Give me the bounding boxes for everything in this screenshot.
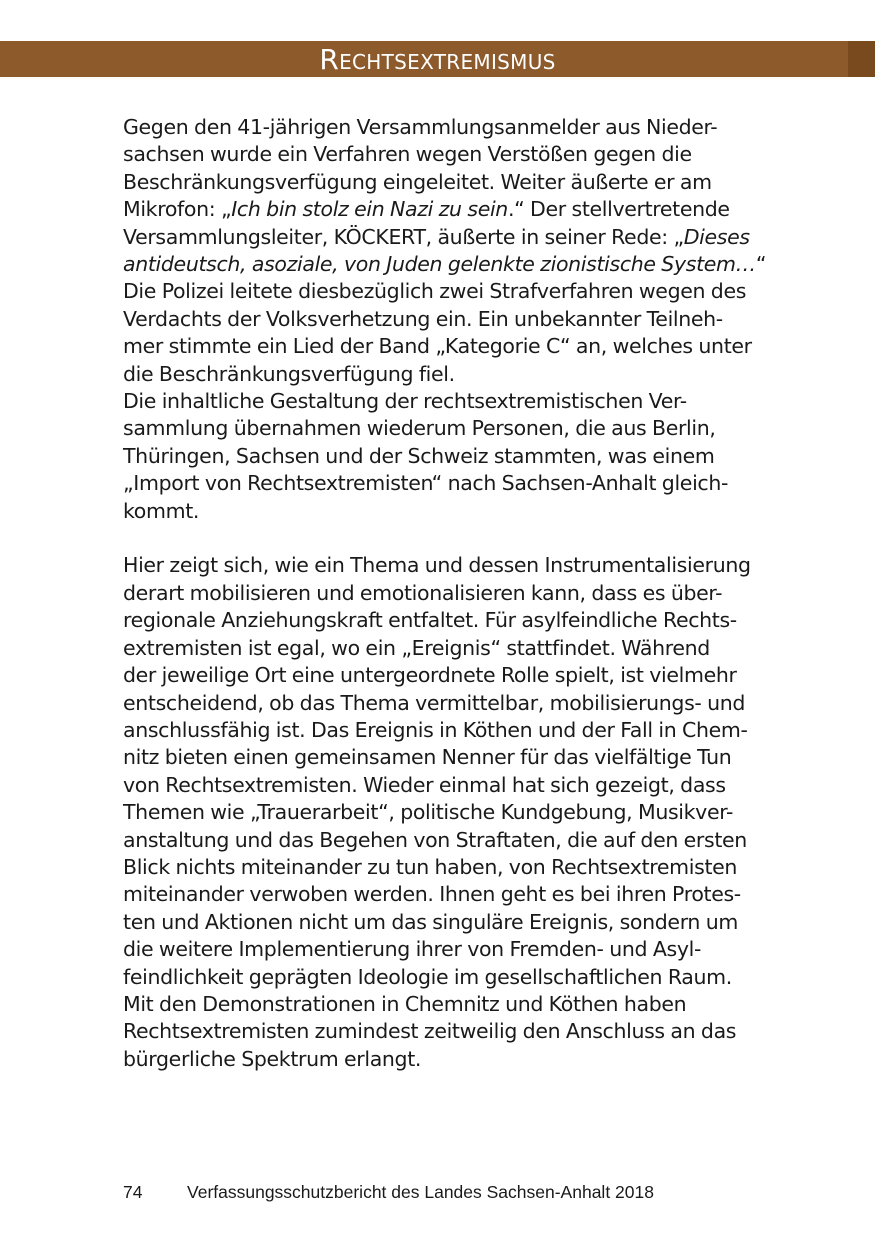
- body-text: entscheidend, ob das Thema vermittelbar, mobilisierungs- und: [123, 690, 746, 715]
- text-line: [123, 141, 763, 168]
- body-text: anschlussfähig ist. Das Ereignis in Köthen und der Fall in Chem-: [123, 717, 748, 742]
- body-text: mer stimmte ein Lied der Band „Kategorie C“ an, welches unter: [123, 334, 752, 359]
- text-line: [123, 827, 763, 854]
- body-text: derart mobilisieren und emotionalisieren kann, dass es über-: [123, 580, 723, 605]
- chapter-title: Rechtsextremismus: [319, 43, 556, 76]
- text-line: [123, 799, 763, 826]
- text-line: [123, 991, 763, 1018]
- text-line: [123, 690, 763, 717]
- text-line: [123, 744, 763, 771]
- body-text: ten und Aktionen nicht um das singuläre Ereignis, sondern um: [123, 909, 738, 934]
- text-line: [123, 607, 763, 634]
- body-text: miteinander verwoben werden. Ihnen geht es bei ihren Protes-: [123, 882, 741, 907]
- text-line: [123, 936, 763, 963]
- body-text: Thüringen, Sachsen und der Schweiz stammten, was einem: [123, 443, 715, 468]
- body-text: von Rechtsextremisten. Wieder einmal hat sich gezeigt, dass: [123, 772, 726, 797]
- body-text: feindlichkeit geprägten Ideologie im gesellschaftlichen Raum.: [123, 964, 732, 989]
- body-text: die Beschränkungsverfügung fiel.: [123, 361, 455, 386]
- body-text: Gegen den 41-jährigen Versammlungsanmelder aus Nieder-: [123, 115, 718, 139]
- body-text: „Import von Rechtsextremisten“ nach Sachsen-Anhalt gleich-: [123, 471, 729, 496]
- body-text: Verdachts der Volksverhetzung ein. Ein unbekannter Teilneh-: [123, 306, 723, 331]
- text-line: [123, 443, 763, 470]
- quote-text: Ich bin stolz ein Nazi zu sein: [231, 197, 508, 222]
- text-line: [123, 854, 763, 881]
- text-line: [123, 361, 763, 388]
- body-text: .“ Der stellvertretende: [507, 197, 730, 222]
- body-text: sachsen wurde ein Verfahren wegen Verstößen gegen die: [123, 142, 692, 167]
- body-text: Themen wie „Trauerarbeit“, politische Kundgebung, Musikver-: [123, 800, 734, 825]
- page-body: [123, 114, 767, 1073]
- text-line: [123, 552, 763, 579]
- body-text: Beschränkungsverfügung eingeleitet. Weiter äußerte er am: [123, 169, 712, 194]
- text-line: [123, 470, 763, 497]
- body-text: Die inhaltliche Gestaltung der rechtsextremistischen Ver-: [123, 389, 687, 414]
- body-text: kommt.: [123, 498, 200, 523]
- text-line: [123, 717, 763, 744]
- body-text: anstaltung und das Begehen von Straftaten, die auf den ersten: [123, 827, 747, 852]
- body-text: Die Polizei leitete diesbezüglich zwei Strafverfahren wegen des: [123, 279, 747, 304]
- text-line: [123, 333, 763, 360]
- text-line: [123, 114, 763, 141]
- text-line: [123, 169, 763, 196]
- body-text: Blick nichts miteinander zu tun haben, von Rechtsextremisten: [123, 854, 738, 879]
- body-text: extremisten ist egal, wo ein „Ereignis“ stattfindet. Während: [123, 635, 710, 660]
- text-line: [123, 388, 763, 415]
- body-text: nitz bieten einen gemeinsamen Nenner für das vielfältige Tun: [123, 745, 732, 770]
- text-line: [123, 909, 763, 936]
- paragraph-1: [123, 114, 767, 525]
- publication-title: Verfassungsschutzbericht des Landes Sachsen-Anhalt 2018: [187, 1182, 654, 1202]
- body-text: der jeweilige Ort eine untergeordnete Rolle spielt, ist vielmehr: [123, 663, 737, 688]
- text-line: [123, 306, 763, 333]
- paragraph-2: [123, 552, 763, 1073]
- page-number: 74: [123, 1182, 143, 1202]
- body-text: “: [755, 252, 767, 277]
- body-text: Hier zeigt sich, wie ein Thema und dessen Instrumentalisierung: [123, 553, 751, 578]
- text-line: [123, 635, 763, 662]
- quote-text: antideutsch, asoziale, von Juden gelenkte zionistische System…: [123, 252, 756, 277]
- text-line: [123, 1046, 763, 1073]
- body-text: Rechtsextremisten zumindest zeitweilig den Anschluss an das: [123, 1019, 737, 1044]
- quote-text: Dieses: [683, 224, 750, 249]
- text-line: [123, 415, 763, 442]
- text-line: [123, 196, 763, 223]
- text-line: [123, 662, 763, 689]
- body-text: die weitere Implementierung ihrer von Fremden- und Asyl-: [123, 937, 702, 962]
- text-line: [123, 251, 767, 278]
- text-line: [123, 580, 763, 607]
- body-text: Versammlungsleiter, KÖCKERT, äußerte in seiner Rede: „: [123, 224, 684, 249]
- body-text: sammlung übernahmen wiederum Personen, die aus Berlin,: [123, 416, 716, 441]
- text-line: [123, 1018, 763, 1045]
- body-text: bürgerliche Spektrum erlangt.: [123, 1046, 422, 1071]
- text-line: [123, 772, 763, 799]
- body-text: Mikrofon: „: [123, 197, 232, 222]
- chapter-header-band: [0, 41, 875, 77]
- text-line: [123, 498, 763, 525]
- text-line: [123, 224, 763, 251]
- body-text: regionale Anziehungskraft entfaltet. Für asylfeindliche Rechts-: [123, 608, 737, 633]
- page-footer: [123, 1182, 654, 1203]
- text-line: [123, 964, 763, 991]
- text-line: [123, 881, 763, 908]
- text-line: [123, 278, 763, 305]
- body-text: Mit den Demonstrationen in Chemnitz und Köthen haben: [123, 991, 687, 1016]
